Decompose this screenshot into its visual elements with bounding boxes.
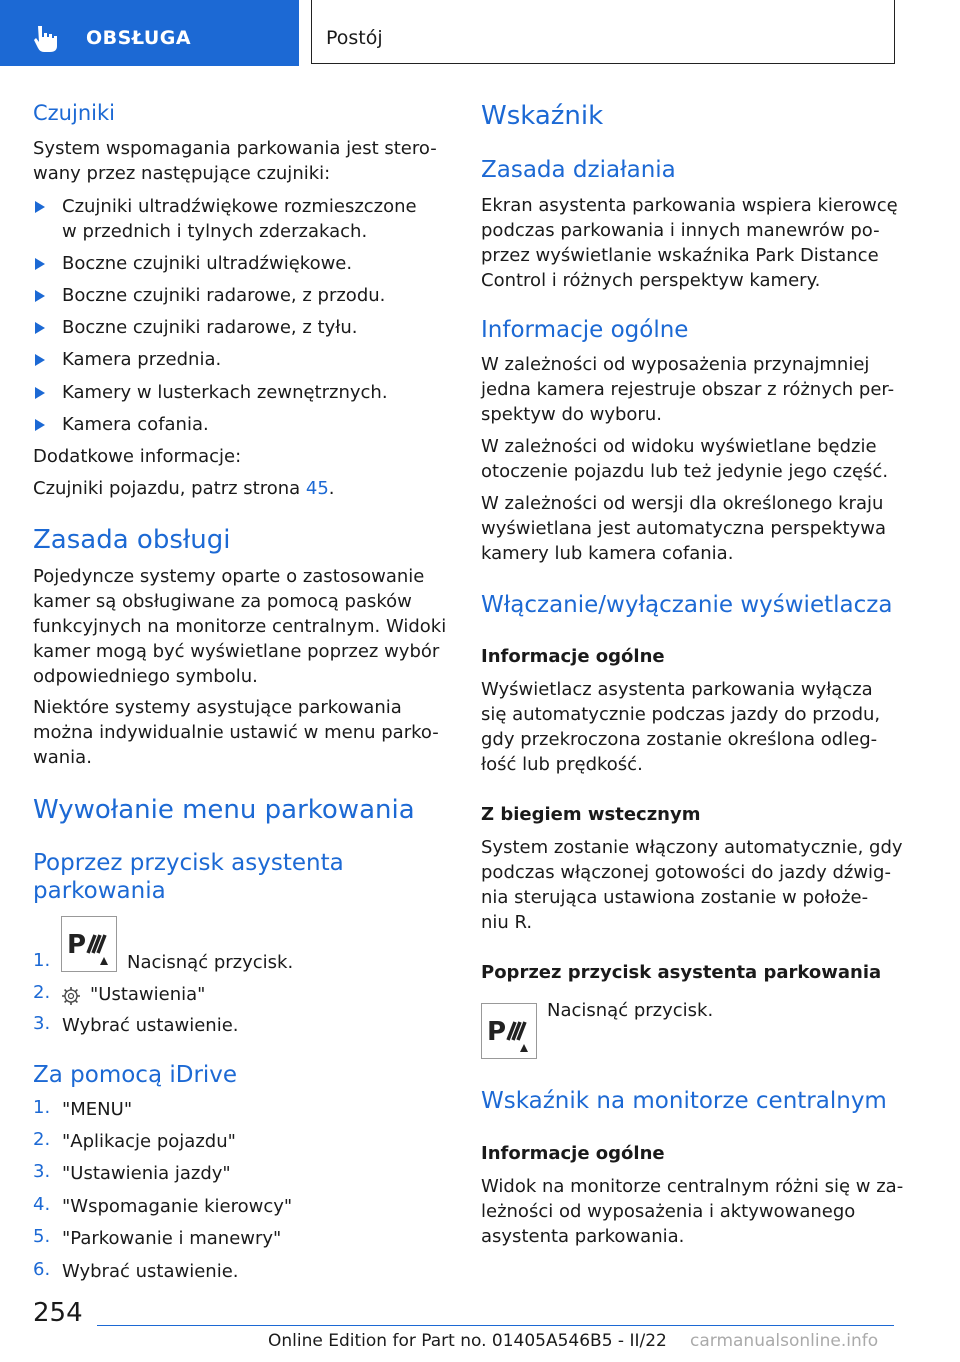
bullet-icon [35,387,45,399]
principle-line: wania. [33,747,92,768]
principle-line: odpowiedniego symbolu. [33,666,258,687]
sensor-item: w przednich i tylnych zderzakach. [62,221,368,242]
chapter-box [311,0,895,64]
general-line: W zależności od wyposażenia przynajmniej [481,354,870,375]
general-line: spektyw do wyboru. [481,404,662,425]
park-assist-icon [482,1004,536,1058]
subheading-reverse: Z biegiem wstecznym [481,804,701,825]
step-number: 2. [33,982,51,1003]
heading-onoff: Włączanie/wyłączanie wyświetlacza [481,592,893,618]
step-text: "Ustawienia" [90,984,206,1005]
sensors-intro-1: System wspomagania parkowania jest stero- [33,138,437,159]
principle-line: Control i różnych perspektyw kamery. [481,270,821,291]
step-text: Wybrać ustawienie. [62,1261,239,1282]
gear-icon [61,986,81,1006]
step-number: 6. [33,1259,51,1280]
watermark: carmanualsonline.info [690,1331,879,1351]
step-text: "Ustawienia jazdy" [62,1163,231,1184]
reverse-line: podczas włączonej gotowości do jazdy dźwig- [481,862,891,883]
principle-line: Pojedyncze systemy oparte o zastosowanie [33,566,425,587]
general-line: wyświetlana jest automatyczna perspektywa [481,518,886,539]
subheading-general: Informacje ogólne [481,646,665,667]
step-number: 5. [33,1226,51,1247]
sensor-item: Kamera przednia. [62,349,222,370]
subheading-button: Poprzez przycisk asystenta parkowania [481,962,882,983]
principle-line: Niektóre systemy asystujące parkowania [33,697,402,718]
step-number: 1. [33,1097,51,1118]
sensor-item: Boczne czujniki radarowe, z przodu. [62,285,386,306]
heading-principle: Zasada obsługi [33,525,231,555]
park-assist-icon [62,917,116,971]
heading-button: parkowania [33,878,166,904]
svg-text:P: P [487,1017,507,1047]
sensors-intro-2: wany przez następujące czujniki: [33,163,331,184]
step-text: Nacisnąć przycisk. [127,952,294,973]
edition-text: Online Edition for Part no. 01405A546B5 - II/22 [268,1331,667,1351]
step-text: "MENU" [62,1099,133,1120]
step-text: Wybrać ustawienie. [62,1015,239,1036]
page-number: 254 [33,1298,83,1328]
bullet-icon [35,419,45,431]
step-text: "Wspomaganie kierowcy" [62,1196,293,1217]
principle-line: podczas parkowania i innych manewrów po- [481,220,880,241]
footer-divider [97,1325,894,1326]
heading-menu: Wywołanie menu parkowania [33,795,415,825]
principle-line: funkcyjnych na monitorze centralnym. Widoki [33,616,447,637]
step-number: 2. [33,1129,51,1150]
bullet-icon [35,290,45,302]
monitor-line: Widok na monitorze centralnym różni się w za- [481,1176,904,1197]
onoff-line: łość lub prędkość. [481,754,643,775]
step-number: 1. [33,950,51,971]
bullet-icon [35,322,45,334]
monitor-line: asystenta parkowania. [481,1226,685,1247]
hand-pointer-icon [30,24,66,54]
bullet-icon [35,201,45,213]
step-number: 3. [33,1013,51,1034]
general-line: W zależności od wersji dla określonego kraju [481,493,884,514]
sensors-ref-end: . [328,478,335,499]
sensor-item: Kamera cofania. [62,414,209,435]
reverse-line: niu R. [481,912,533,933]
sensor-item: Kamery w lusterkach zewnętrznych. [62,382,388,403]
heading-indicator: Wskaźnik [481,101,604,131]
sensors-ref [33,476,335,501]
page-link[interactable]: 45 [305,478,329,499]
reverse-line: nia sterująca ustawiona zostanie w położe- [481,887,869,908]
principle-line: przez wyświetlanie wskaźnika Park Distance [481,245,879,266]
onoff-line: gdy przekroczona zostanie określona odleg- [481,729,878,750]
subheading-general2: Informacje ogólne [481,1143,665,1164]
principle-line: Ekran asystenta parkowania wspiera kierowcę [481,195,898,216]
section-label: OBSŁUGA [86,27,192,49]
principle-line: kamer mogą być wyświetlane poprzez wybór [33,641,440,662]
general-line: otoczenie pojazdu lub też jedynie jego część. [481,461,889,482]
chapter-label: Postój [326,27,383,49]
section-tab [0,0,299,66]
bullet-icon [35,354,45,366]
park-assist-button-image [61,916,117,972]
heading-button: Poprzez przycisk asystenta [33,850,344,876]
heading-idrive: Za pomocą iDrive [33,1062,238,1088]
heading-general: Informacje ogólne [481,317,689,343]
sensor-item: Boczne czujniki ultradźwiękowe. [62,253,353,274]
sensors-ref-text: Czujniki pojazdu, patrz strona [33,478,306,499]
heading-sensors: Czujniki [33,101,115,125]
svg-text:P: P [67,930,87,960]
bullet-icon [35,258,45,270]
principle-line: można indywidualnie ustawić w menu parko- [33,722,439,743]
general-line: jedna kamera rejestruje obszar z różnych per- [481,379,895,400]
step-number: 3. [33,1161,51,1182]
heading-principle-right: Zasada działania [481,157,676,183]
heading-monitor: Wskaźnik na monitorze centralnym [481,1088,887,1114]
monitor-line: leżności od wyposażenia i aktywowanego [481,1201,856,1222]
onoff-line: Wyświetlacz asystenta parkowania wyłącza [481,679,873,700]
general-line: W zależności od widoku wyświetlane będzie [481,436,877,457]
principle-line: kamer są obsługiwane za pomocą pasków [33,591,412,612]
button-instruction: Nacisnąć przycisk. [547,1000,714,1021]
sensor-item: Czujniki ultradźwiękowe rozmieszczone [62,196,417,217]
more-info: Dodatkowe informacje: [33,446,242,467]
step-number: 4. [33,1194,51,1215]
step-text: "Aplikacje pojazdu" [62,1131,236,1152]
general-line: kamery lub kamera cofania. [481,543,734,564]
step-text: "Parkowanie i manewry" [62,1228,282,1249]
onoff-line: się automatycznie podczas jazdy do przodu, [481,704,881,725]
sensor-item: Boczne czujniki radarowe, z tyłu. [62,317,358,338]
reverse-line: System zostanie włączony automatycznie, gdy [481,837,903,858]
park-assist-button-image [481,1003,537,1059]
